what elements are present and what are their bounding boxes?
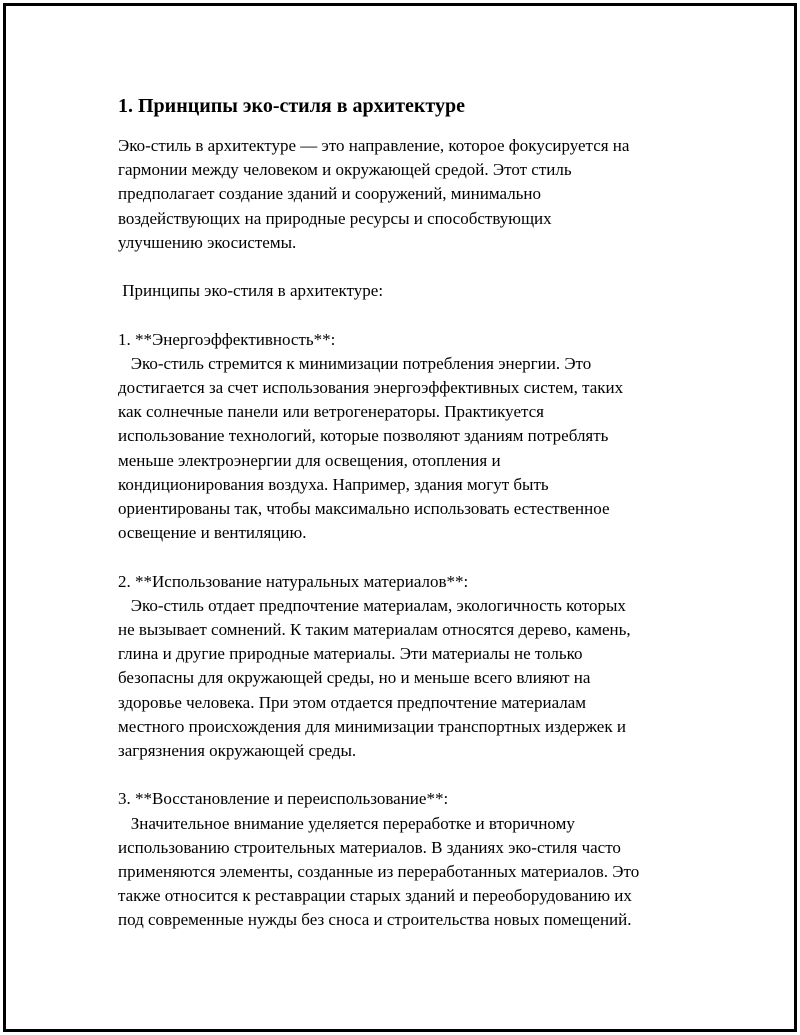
- principle-text: Значительное внимание уделяется переработке и вторичному использованию строительных материалов. В зданиях эко-стиля часто применяются элементы, созданные из переработанных материалов. Это также относится к реставрации старых зданий и переоборудованию их под современные нужды без сноса и строительства новых помещений.: [118, 813, 640, 930]
- principle-title: 1. **Энергоэффективность**:: [118, 329, 336, 349]
- spacer: [118, 255, 718, 279]
- intro-paragraph: Эко-стиль в архитектуре — это направление, которое фокусируется на гармонии между человеком и окружающей средой. Этот стиль предполагает создание зданий и сооружений, минимально воздействующих на природные ресурсы и способствующих улучшению экосистемы.: [118, 136, 630, 252]
- principle-text: Эко-стиль стремится к минимизации потребления энергии. Это достигается за счет использования энергоэффективных систем, таких как солнечные панели или ветрогенераторы. Практикуется использование технологий, которые позволяют зданиям потреблять меньше электроэнергии для освещения, отопления и кондиционирования воздуха. Например, здания могут быть ориентированы так, чтобы максимально использовать естественное освещение и вентиляцию.: [118, 353, 624, 543]
- principles-intro: Принципы эко-стиля в архитектуре:: [118, 281, 384, 301]
- spacer: [118, 763, 718, 787]
- spacer: [118, 545, 718, 569]
- section-heading: 1. Принципы эко-стиля в архитектуре: [118, 95, 465, 117]
- principle-title: 3. **Восстановление и переиспользование**:: [118, 789, 449, 809]
- principle-title: 2. **Использование натуральных материалов**:: [118, 571, 469, 591]
- spacer: [118, 303, 718, 327]
- document-body: [118, 92, 718, 933]
- principle-text: Эко-стиль отдает предпочтение материалам, экологичность которых не вызывает сомнений. К таким материалам относятся дерево, камень, глина и другие природные материалы. Эти материалы не только безопасны для окружающей среды, но и меньше всего влияют на здоровье человека. При этом отдается предпочтение материалам местного происхождения для минимизации транспортных издержек и загрязнения окружающей среды.: [118, 595, 631, 761]
